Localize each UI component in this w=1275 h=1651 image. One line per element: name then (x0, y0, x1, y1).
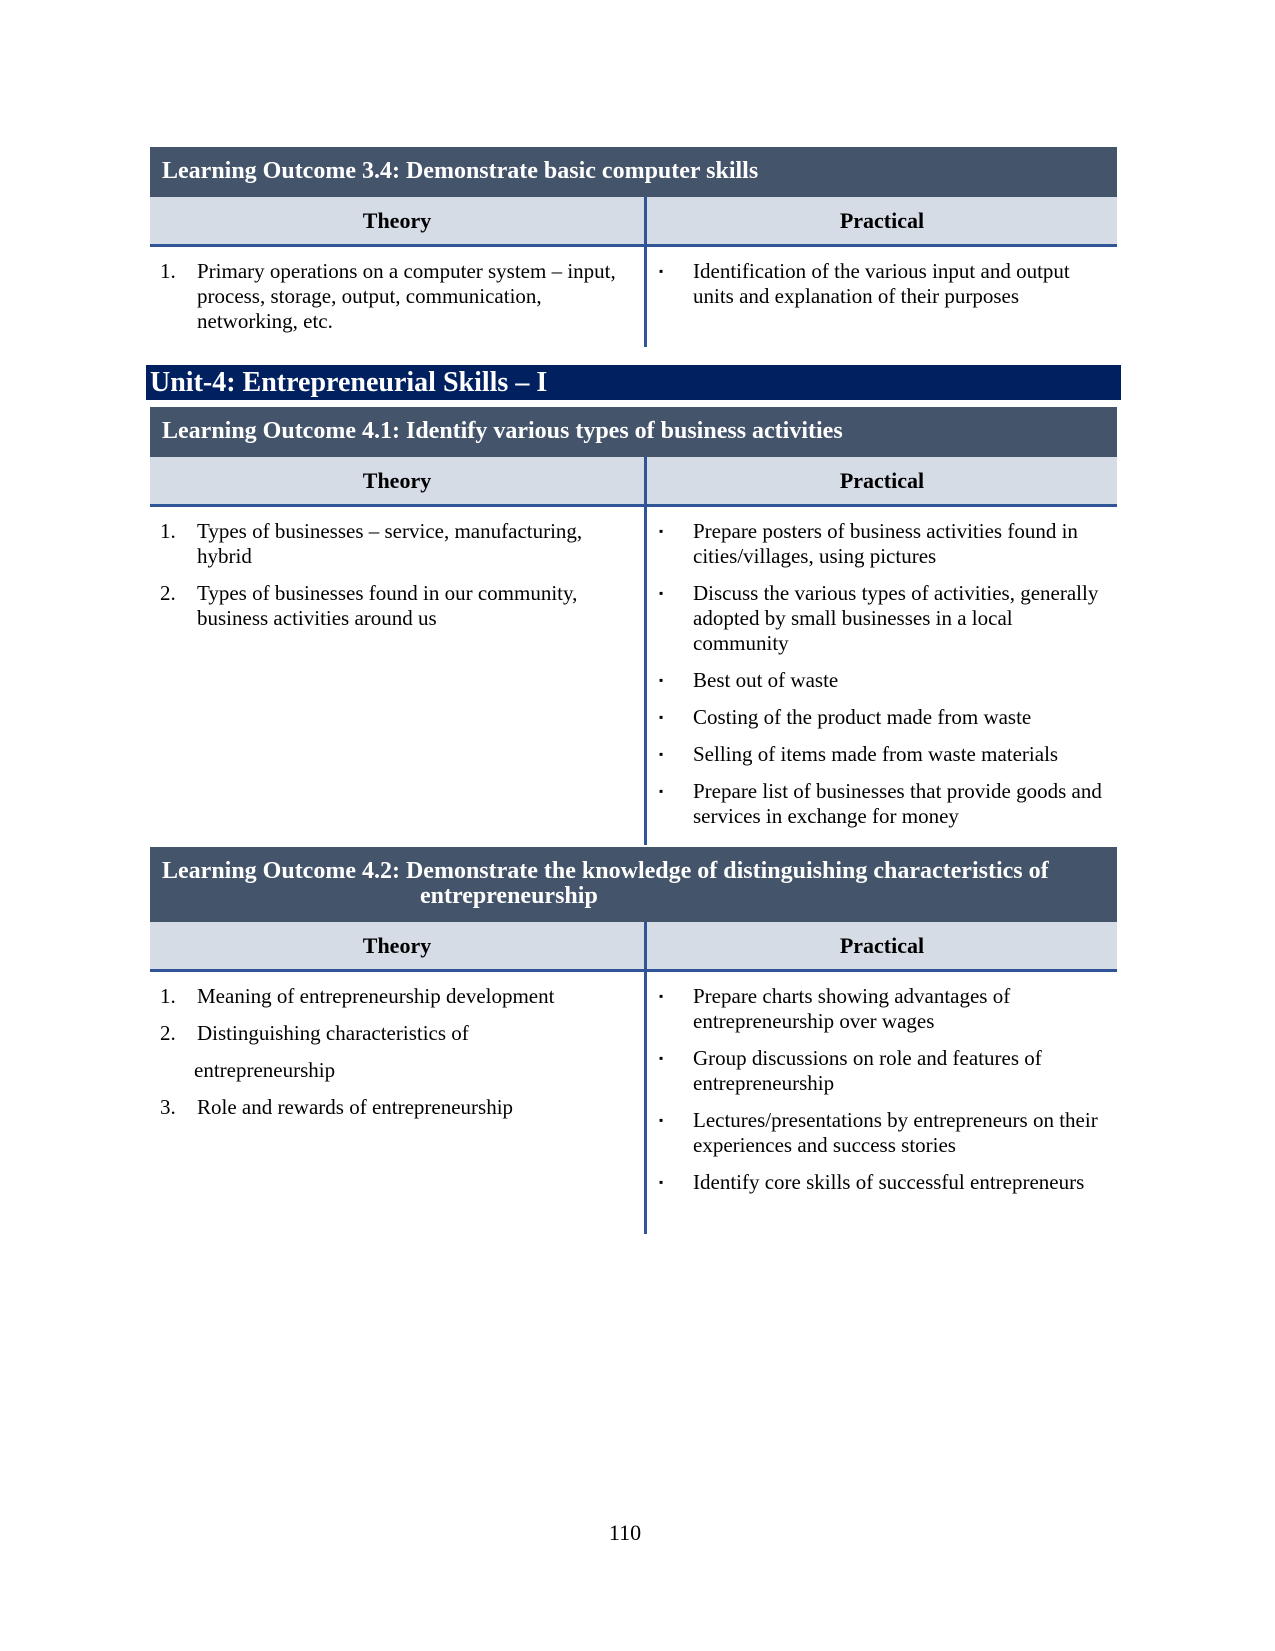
item-number: 1. (160, 259, 176, 283)
theory-column (150, 507, 647, 845)
square-bullet-icon: ▪ (659, 710, 664, 724)
learning-outcome-4-1-table (150, 407, 1117, 845)
theory-list-item (160, 519, 636, 569)
item-text: Types of businesses found in our community, business activities around us (197, 581, 578, 630)
square-bullet-icon: ▪ (659, 1175, 664, 1189)
item-text: Lectures/presentations by entrepreneurs on their experiences and success stories (693, 1108, 1098, 1157)
square-bullet-icon: ▪ (659, 747, 664, 761)
item-text: Prepare list of businesses that provide goods and services in exchange for money (693, 779, 1102, 828)
header-line-2: entrepreneurship (420, 883, 598, 909)
item-text: Best out of waste (693, 668, 839, 692)
item-text: Role and rewards of entrepreneurship (197, 1095, 514, 1119)
item-text: Selling of items made from waste materials (693, 742, 1059, 766)
practical-column (647, 972, 1117, 1234)
item-number: 2. (160, 1021, 176, 1045)
item-text: Primary operations on a computer system – input, process, storage, output, communication, networking, etc. (197, 259, 616, 333)
practical-column (647, 507, 1117, 845)
item-text: Identify core skills of successful entrepreneurs (693, 1170, 1085, 1194)
item-text: Group discussions on role and features of entrepreneurship (693, 1046, 1042, 1095)
item-number: 1. (160, 984, 176, 1008)
practical-list-item (657, 1170, 1111, 1195)
practical-column (647, 247, 1117, 347)
learning-outcome-4-2-table (150, 847, 1117, 1234)
theory-column (150, 247, 647, 347)
item-text: Prepare charts showing advantages of entrepreneurship over wages (693, 984, 1011, 1033)
theory-continuation-line: entrepreneurship (194, 1058, 336, 1082)
practical-list-item (657, 705, 1111, 730)
practical-list-item (657, 519, 1111, 569)
square-bullet-icon: ▪ (659, 989, 664, 1003)
theory-list-item (160, 984, 636, 1009)
column-header-row (150, 457, 1117, 507)
learning-outcome-3-4-table (150, 147, 1117, 347)
item-number: 2. (160, 581, 176, 605)
theory-column (150, 972, 647, 1234)
square-bullet-icon: ▪ (659, 1051, 664, 1065)
item-text: Discuss the various types of activities, generally adopted by small businesses in a local community (693, 581, 1099, 655)
practical-list-item (657, 742, 1111, 767)
learning-outcome-4-2-header (150, 847, 1117, 922)
theory-column-header: Theory (150, 197, 647, 244)
practical-list-item (657, 984, 1111, 1034)
learning-outcome-3-4-header: Learning Outcome 3.4: Demonstrate basic computer skills (150, 147, 1117, 197)
item-text: Costing of the product made from waste (693, 705, 1032, 729)
theory-column-header: Theory (150, 922, 647, 969)
theory-list-item (160, 1021, 636, 1046)
practical-list-item (657, 668, 1111, 693)
practical-list-item (657, 1108, 1111, 1158)
practical-list-item (657, 1046, 1111, 1096)
practical-list-item (657, 259, 1111, 309)
item-text: Prepare posters of business activities found in cities/villages, using pictures (693, 519, 1078, 568)
practical-list-item (657, 779, 1111, 829)
square-bullet-icon: ▪ (659, 524, 664, 538)
theory-list-item (160, 581, 636, 631)
item-number: 1. (160, 519, 176, 543)
square-bullet-icon: ▪ (659, 586, 664, 600)
item-number: 3. (160, 1095, 176, 1119)
table-body-row (150, 507, 1117, 845)
item-text: Meaning of entrepreneurship development (197, 984, 555, 1008)
column-header-row (150, 197, 1117, 247)
theory-list-item (160, 259, 636, 334)
unit-heading: Unit-4: Entrepreneurial Skills – I (146, 365, 1121, 400)
page-number: 110 (608, 1520, 642, 1545)
header-line-1: Learning Outcome 4.2: Demonstrate the knowledge of distinguishing characteristics of (162, 858, 1049, 884)
learning-outcome-4-1-header: Learning Outcome 4.1: Identify various types of business activities (150, 407, 1117, 457)
table-body-row (150, 247, 1117, 347)
square-bullet-icon: ▪ (659, 784, 664, 798)
square-bullet-icon: ▪ (659, 1113, 664, 1127)
practical-list-item (657, 581, 1111, 656)
theory-list-item (160, 1095, 636, 1120)
theory-column-header: Theory (150, 457, 647, 504)
practical-column-header: Practical (839, 467, 925, 493)
item-text: Identification of the various input and output units and explanation of their purposes (693, 259, 1070, 308)
square-bullet-icon: ▪ (659, 264, 664, 278)
item-text: Distinguishing characteristics of (197, 1021, 469, 1045)
item-text: Types of businesses – service, manufacturing, hybrid (197, 519, 583, 568)
practical-column-header: Practical (839, 932, 925, 958)
column-header-row (150, 922, 1117, 972)
table-body-row (150, 972, 1117, 1234)
square-bullet-icon: ▪ (659, 673, 664, 687)
practical-column-header: Practical (839, 207, 925, 233)
